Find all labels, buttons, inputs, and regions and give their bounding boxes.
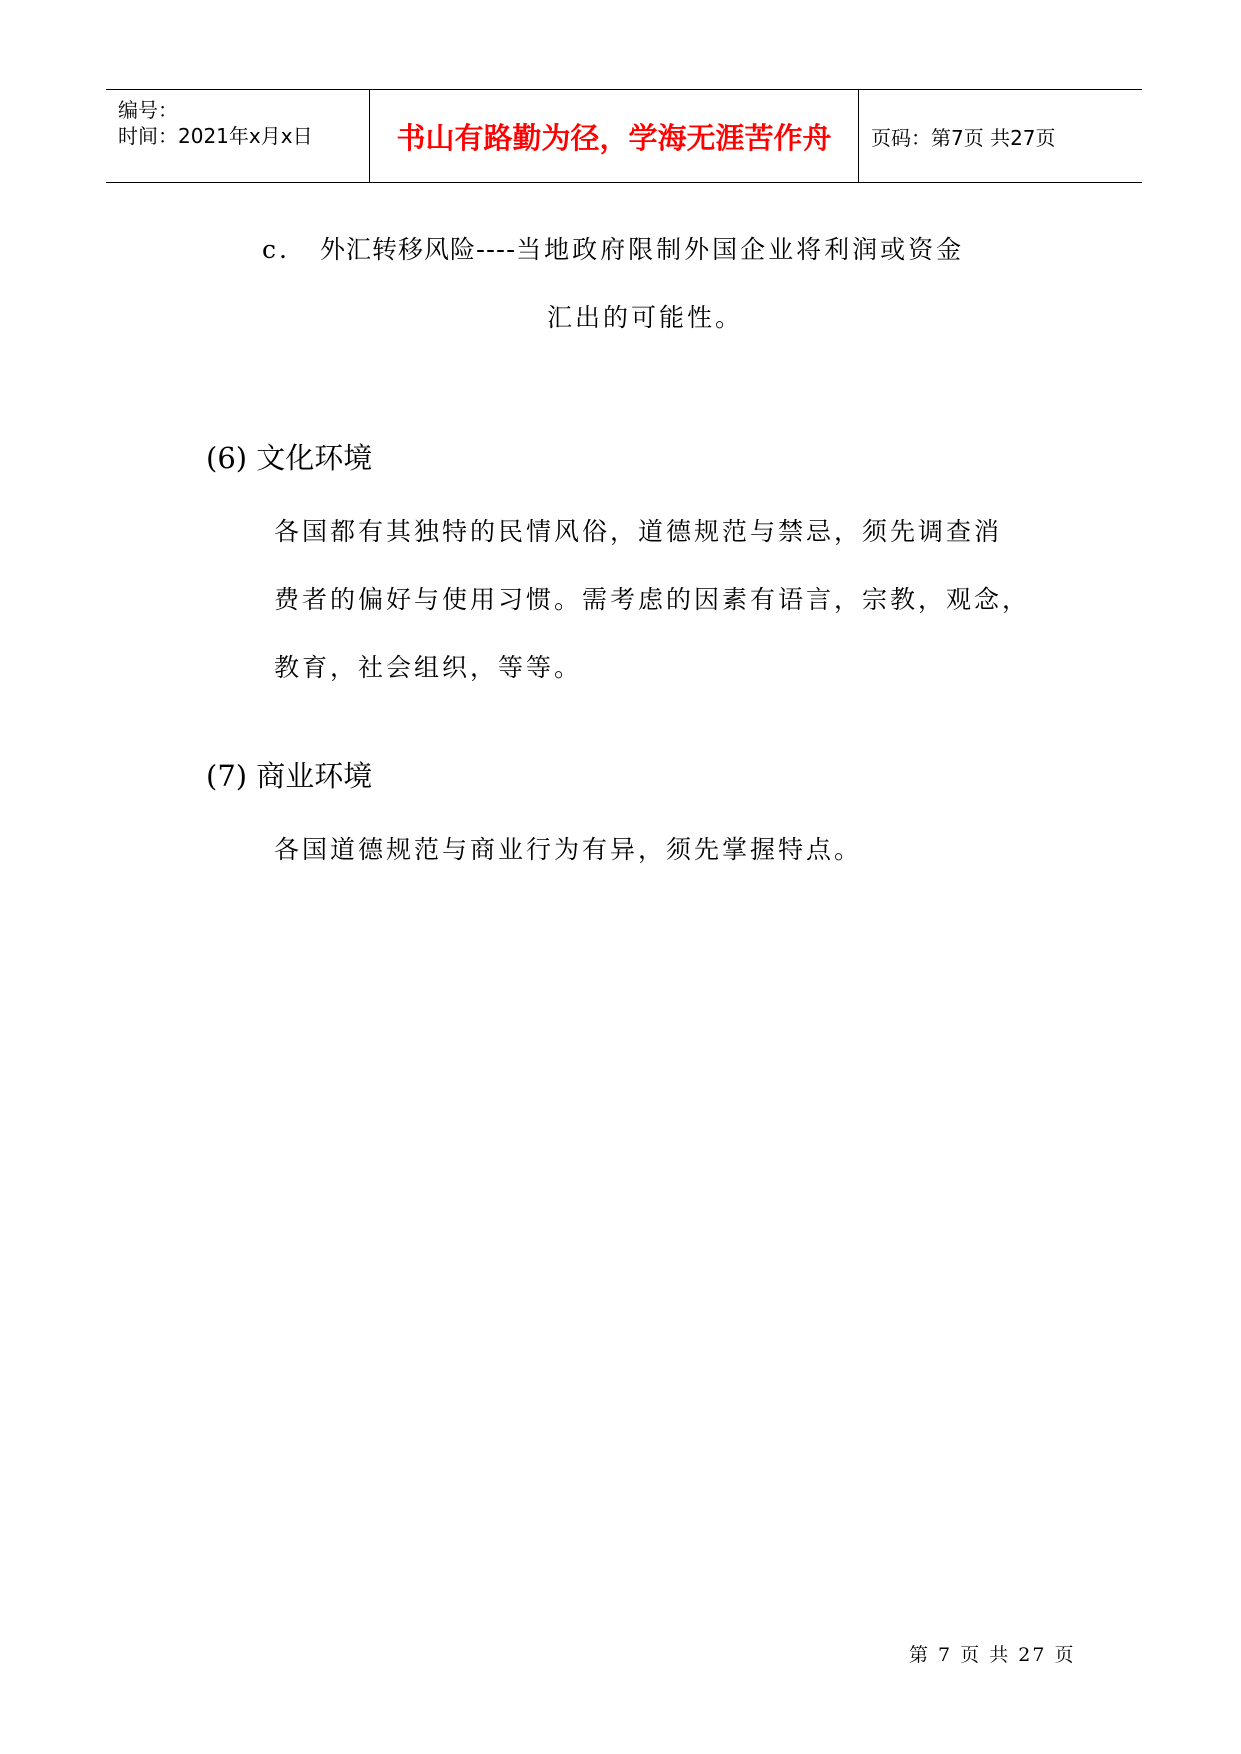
item-c-text-line1: 当地政府限制外国企业将利润或资金	[516, 235, 965, 264]
header-motto: 书山有路勤为径，学海无涯苦作舟	[370, 90, 859, 182]
page-header	[106, 89, 1142, 183]
section6-line3: 教育，社会组织，等等。	[274, 653, 583, 682]
header-page-label: 页码：第7页 共27页	[871, 125, 1056, 150]
item-c-term: 外汇转移风险----	[320, 235, 517, 264]
date-label: 时间：2021年x月x日	[118, 124, 313, 148]
item-c-line1	[262, 230, 964, 266]
section7-heading: (7) 商业环境	[206, 759, 373, 793]
item-c-line2: 汇出的可能性。	[547, 303, 744, 332]
section6-heading: (6) 文化环境	[206, 441, 373, 475]
section6-line1: 各国都有其独特的民情风俗，道德规范与禁忌，须先调查消	[274, 517, 1003, 546]
section6-line2: 费者的偏好与使用习惯。需考虑的因素有语言，宗教，观念，	[274, 585, 1031, 614]
page-footer: 第 7 页 共 27 页	[909, 1644, 1076, 1666]
number-label: 编号：	[118, 98, 178, 122]
item-c-marker: c.	[262, 235, 290, 264]
header-meta	[106, 90, 370, 182]
section7-line1: 各国道德规范与商业行为有异，须先掌握特点。	[274, 835, 863, 864]
